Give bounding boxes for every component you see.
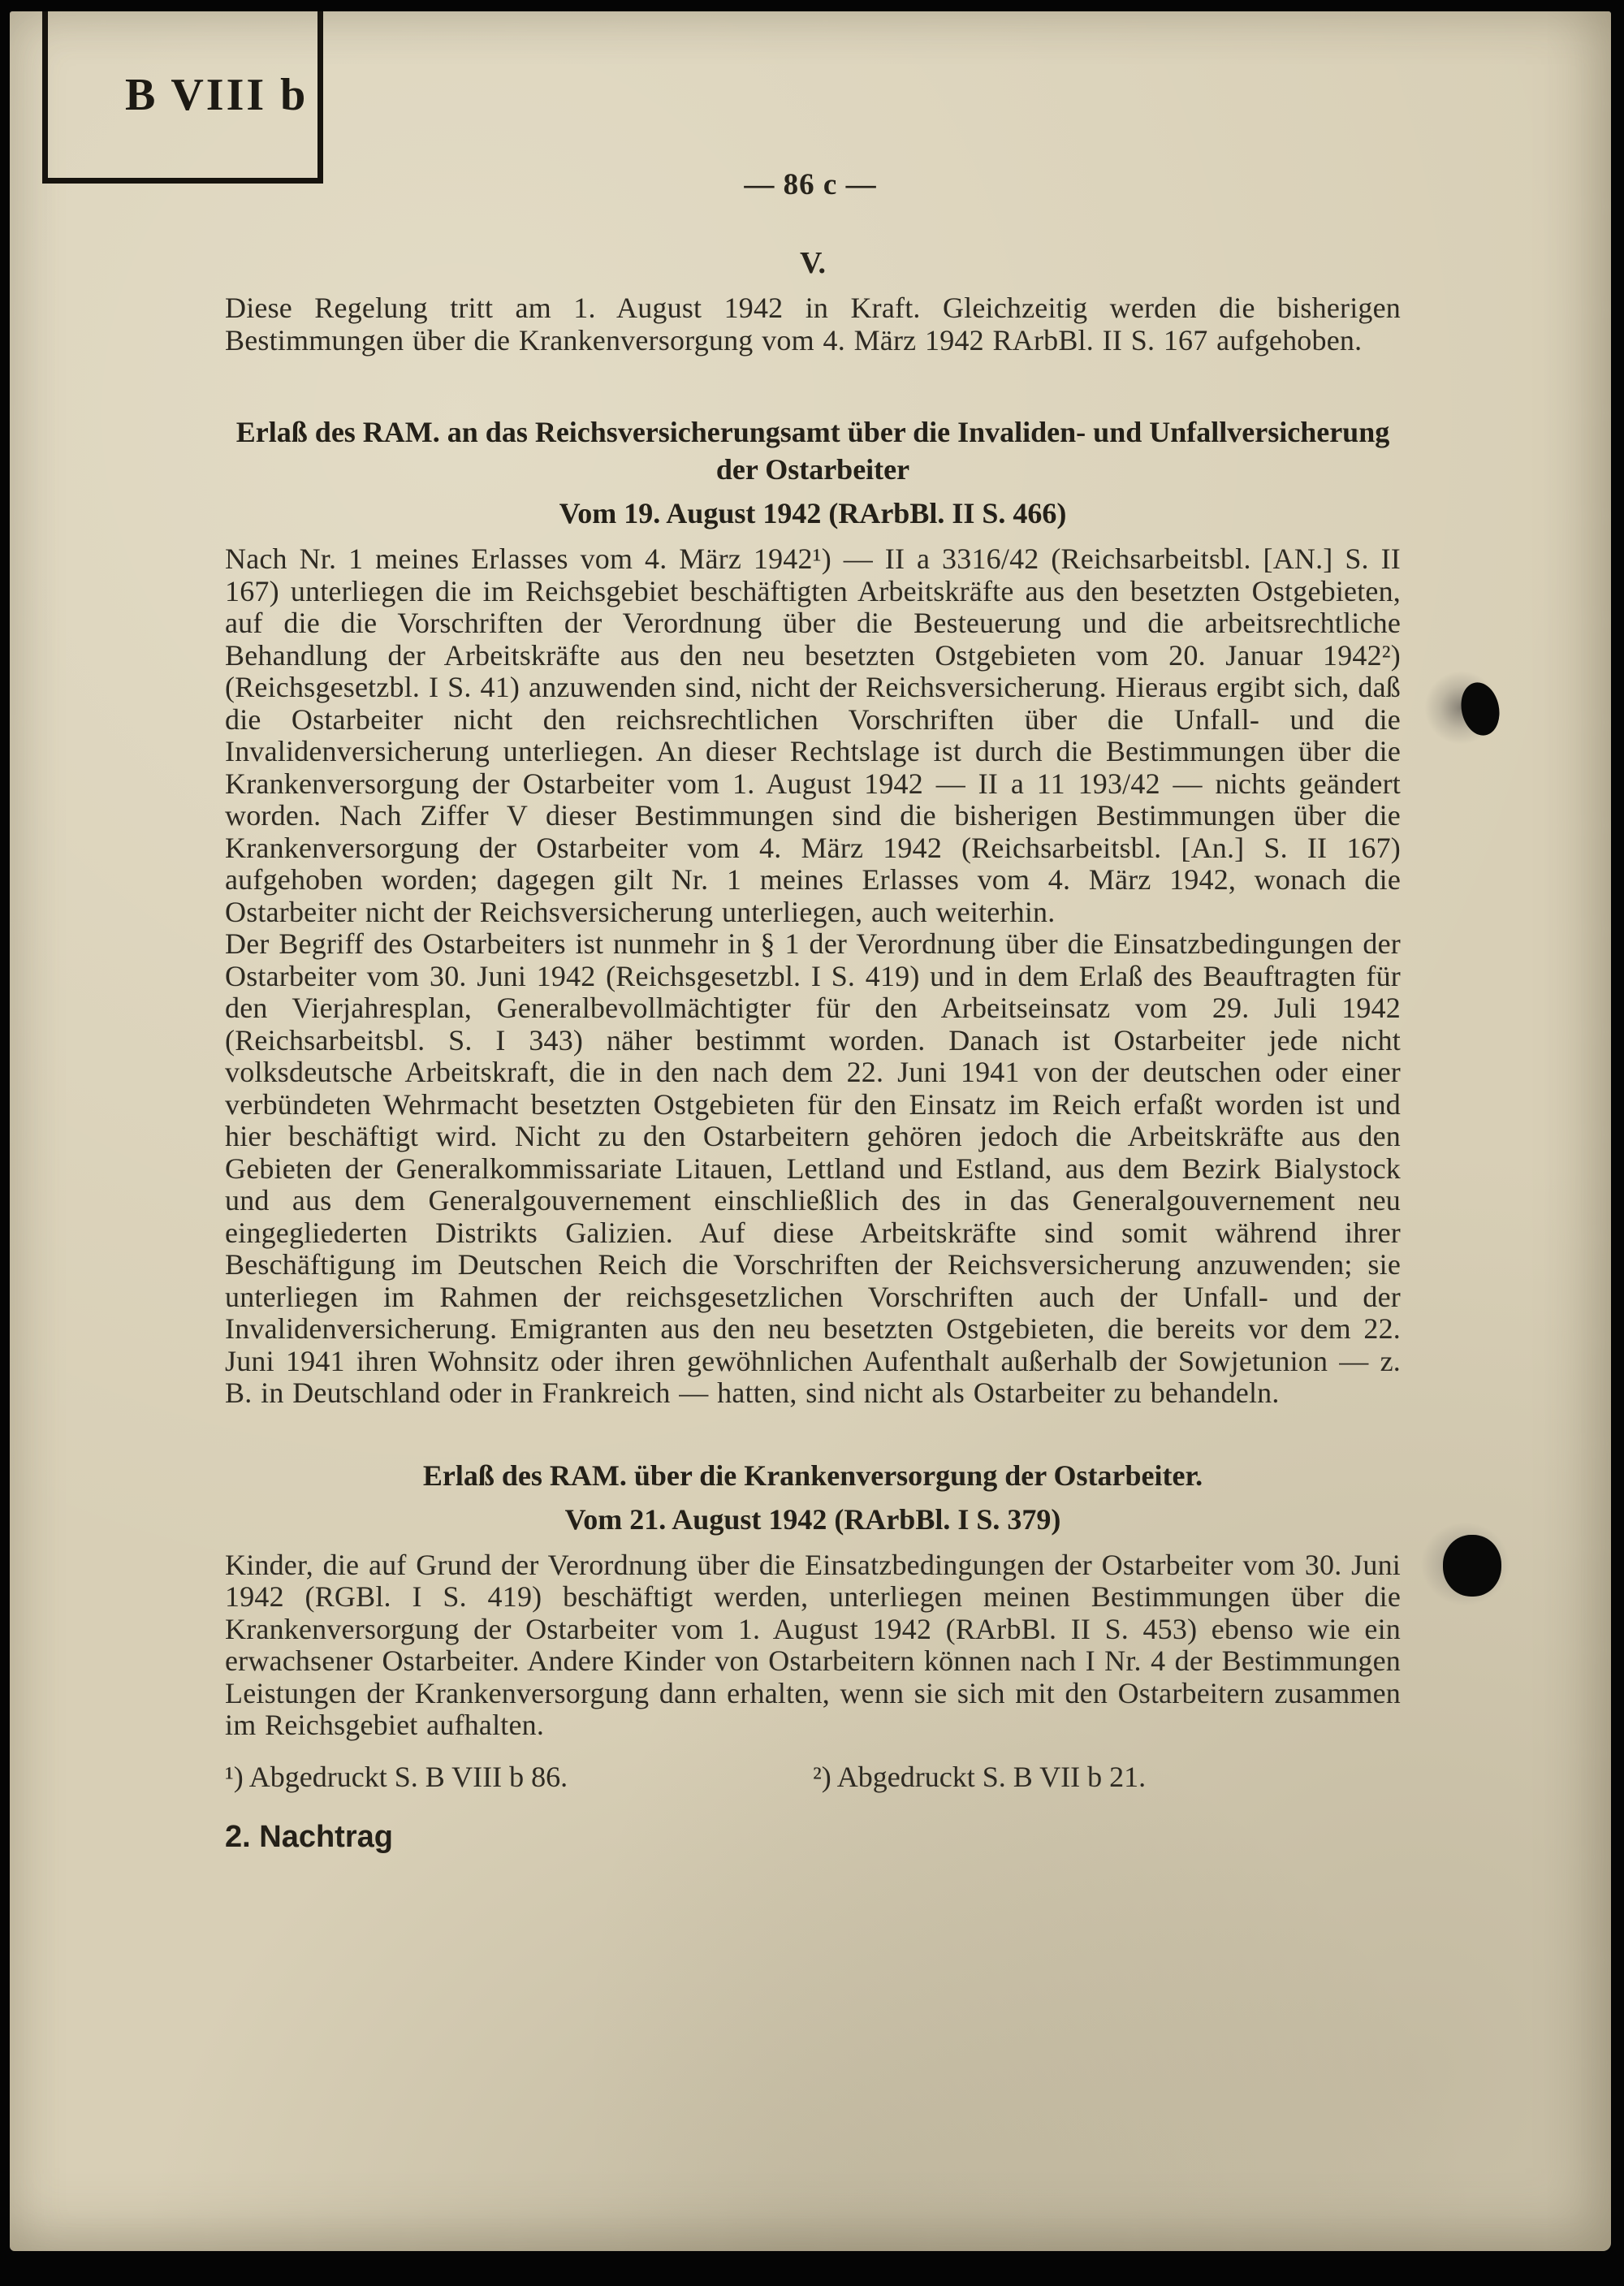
- decree2-paragraph-1: Kinder, die auf Grund der Verordnung über die Einsatzbedingungen der Ostarbeiter vom 30. Juni 1942 (RGBl. I S. 419) beschäftigt werden, unterliegen meinen Bestimmungen über die Krankenversorgung der Ostarbeiter vom 1. August 1942 (RArbBl. II S. 453) ebenso wie ein erwachsener Ostarbeiter. Andere Kinder von Ostarbeitern können nach I Nr. 4 der Bestimmungen Leistungen der Krankenversorgung dann erhalten, wenn sie sich mit den Ostarbeitern zusammen im Reichsgebiet aufhalten.: [225, 1548, 1401, 1741]
- decree2-title: Erlaß des RAM. über die Krankenversorgung der Ostarbeiter.: [422, 1458, 1203, 1492]
- document-page: [10, 11, 1611, 2251]
- footer-label: 2. Nachtrag: [225, 1819, 393, 1854]
- decree2-dateline: Vom 21. August 1942 (RArbBl. I S. 379): [564, 1502, 1061, 1536]
- footnote: ¹) Abgedruckt S. B VIII b 86.: [225, 1760, 568, 1793]
- decree1-paragraph-2: Der Begriff des Ostarbeiters ist nunmehr in § 1 der Verordnung über die Einsatzbedingungen der Ostarbeiter vom 30. Juni 1942 (Reichsgesetzbl. I S. 419) und in dem Erlaß des Beauftragten für den Vierjahresplan, Generalbevollmächtigter für den Arbeitseinsatz vom 29. Juli 1942 (Reichsarbeitsbl. S. I 343) näher bestimmt worden. Danach ist Ostarbeiter jede nicht volksdeutsche Arbeitskraft, die in den nach dem 22. Juni 1941 von der deutschen oder einer verbündeten Wehrmacht besetzten Ostgebieten für den Einsatz im Reich erfaßt worden ist und hier beschäftigt wird. Nicht zu den Ostarbeitern gehören jedoch die Arbeitskräfte aus den Gebieten der Generalkommissariate Litauen, Lettland und Estland, aus dem Bezirk Bialystock und aus dem Generalgouvernement einschließlich des in das Generalgouvernement neu eingegliederten Distrikts Galizien. Auf diese Arbeitskräfte sind somit während ihrer Beschäftigung im Deutschen Reich die Vorschriften der Reichsversicherung anzuwenden; sie unterliegen im Rahmen der reichsgesetzlichen Vorschriften auch der Unfall- und der Invalidenversicherung. Emigranten aus den neu besetzten Ostgebieten, die bereits vor dem 22. Juni 1941 ihren Wohnsitz oder ihren gewöhnlichen Aufenthalt außerhalb der Sowjetunion — z. B. in Deutschland oder in Frankreich — hatten, sind nicht als Ostarbeiter zu behandeln.: [225, 927, 1401, 1409]
- corner-label: B VIII b: [125, 69, 309, 120]
- page-number: — 86 c —: [744, 168, 877, 201]
- footnote: ²) Abgedruckt S. B VII b 21.: [813, 1760, 1147, 1793]
- section-v-heading: V.: [799, 246, 827, 280]
- corner-label-box: [42, 11, 323, 184]
- section-v-paragraph: Diese Regelung tritt am 1. August 1942 in Kraft. Gleichzeitig werden die bisherigen Bestimmungen über die Krankenversorgung vom 4. März 1942 RArbBl. II S. 167 aufgehoben.: [225, 292, 1401, 357]
- decree1-title: Erlaß des RAM. an das Reichsversicherungsamt über die Invaliden- und Unfallversicherung der Ostarbeiter: [235, 416, 1390, 486]
- punch-hole: [1443, 1535, 1501, 1597]
- decree1-paragraph-1: Nach Nr. 1 meines Erlasses vom 4. März 1942¹) — II a 3316/42 (Reichsarbeitsbl. [AN.] S. II 167) unterliegen die im Reichsgebiet beschäftigten Arbeitskräfte aus den besetzten Ostgebieten, auf die die Vorschriften der Verordnung über die Besteuerung und die arbeitsrechtliche Behandlung der Arbeitskräfte aus den neu besetzten Ostgebieten vom 20. Januar 1942²) (Reichsgesetzbl. I S. 41) anzuwenden sind, nicht der Reichsversicherung. Hieraus ergibt sich, daß die Ostarbeiter nicht den reichsrechtlichen Vorschriften über die Unfall- und die Invalidenversicherung unterliegen. An dieser Rechtslage ist durch die Bestimmungen über die Krankenversorgung der Ostarbeiter vom 1. August 1942 — II a 11 193/42 — nichts geändert worden. Nach Ziffer V dieser Bestimmungen sind die bisherigen Bestimmungen über die Krankenversorgung der Ostarbeiter vom 4. März 1942 (Reichsarbeitsbl. [An.] S. II 167) aufgehoben worden; dagegen gilt Nr. 1 meines Erlasses vom 4. März 1942, wonach die Ostarbeiter nicht der Reichsversicherung unterliegen, auch weiterhin.: [225, 542, 1401, 928]
- footnotes: [225, 1760, 1401, 1794]
- decree1-dateline: Vom 19. August 1942 (RArbBl. II S. 466): [559, 497, 1067, 529]
- document-content: [225, 245, 1401, 1855]
